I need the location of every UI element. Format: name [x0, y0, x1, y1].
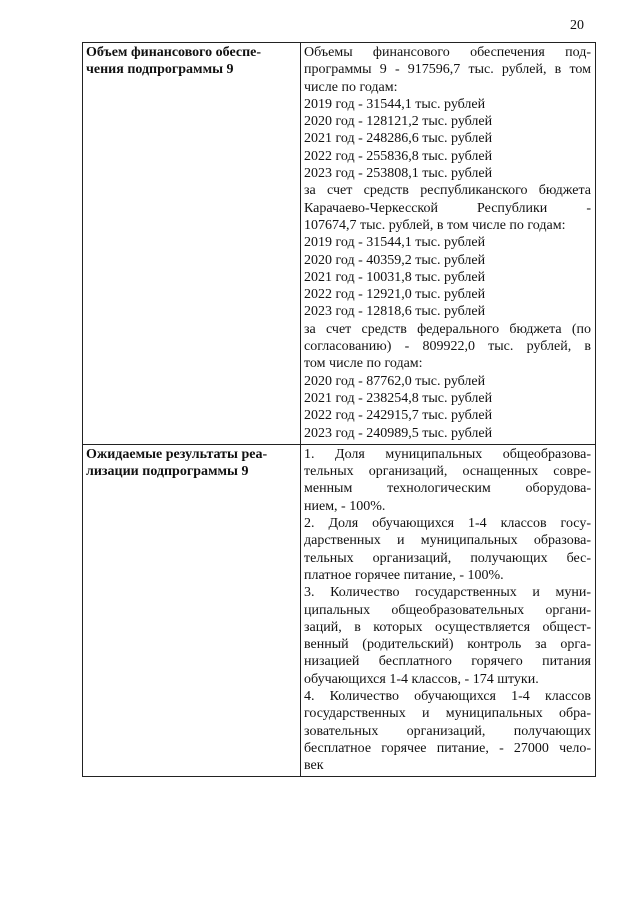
row-value-line: 1. Доля муниципальных общеобразова-	[304, 446, 591, 462]
row-value-line: дарственных и муниципальных образова-	[304, 533, 591, 549]
row-value-line: 2019 год - 31544,1 тыс. рублей	[304, 96, 486, 112]
row-value-line: обучающихся 1-4 классов, - 174 штуки.	[304, 671, 539, 687]
row-value-line: 2020 год - 40359,2 тыс. рублей	[304, 252, 486, 268]
row-value-line: венный (родительский) контроль за орга-	[304, 637, 591, 653]
row-value-line: за счет средств федерального бюджета (по	[304, 321, 591, 337]
row-value-line: 2023 год - 240989,5 тыс. рублей	[304, 425, 493, 441]
row-header-line: Ожидаемые результаты реа-	[86, 446, 268, 462]
row-value-line: 2021 год - 238254,8 тыс. рублей	[304, 390, 493, 406]
row-value-line: 2022 год - 255836,8 тыс. рублей	[304, 148, 493, 164]
row-value-line: тельных организаций, оснащенных совре-	[304, 464, 591, 480]
table-row	[83, 43, 596, 445]
row-value-line: заций, в которых осуществляется общест-	[304, 619, 591, 635]
row-value-cell	[301, 43, 596, 445]
table-row	[83, 444, 596, 777]
row-value-line: 2020 год - 128121,2 тыс. рублей	[304, 114, 493, 130]
row-value-cell	[301, 444, 596, 777]
row-value-line: ципальных общеобразовательных органи-	[304, 602, 591, 618]
row-value-line: 2019 год - 31544,1 тыс. рублей	[304, 235, 486, 251]
page-number: 20	[570, 18, 584, 33]
row-value-line: 2022 год - 242915,7 тыс. рублей	[304, 408, 493, 424]
row-value-line: платное горячее питание, - 100%.	[304, 567, 504, 583]
row-value-line: числе по годам:	[304, 79, 398, 95]
row-header-line: чения подпрограммы 9	[86, 62, 234, 78]
row-value-line: 2020 год - 87762,0 тыс. рублей	[304, 373, 486, 389]
row-value-line: программы 9 - 917596,7 тыс. рублей, в том	[304, 62, 591, 78]
row-value-line: 107674,7 тыс. рублей, в том числе по годам:	[304, 217, 566, 233]
row-value-line: бесплатное горячее питание, - 27000 чело-	[304, 740, 591, 756]
row-header-cell	[83, 43, 301, 445]
row-value-line: за счет средств республиканского бюджета	[304, 183, 591, 199]
row-value-line: тельных организаций, получающих бес-	[304, 550, 591, 566]
row-value-line: низацией бесплатного горячего питания	[304, 654, 591, 670]
row-value-line: 2023 год - 12818,6 тыс. рублей	[304, 304, 486, 320]
row-header-cell	[83, 444, 301, 777]
row-value-line: 4. Количество обучающихся 1-4 классов	[304, 688, 591, 704]
row-value-line: государственных и муниципальных обра-	[304, 706, 591, 722]
row-value-line: 2. Доля обучающихся 1-4 классов госу-	[304, 516, 591, 532]
row-value-line: зовательных организаций, получающих	[304, 723, 591, 739]
row-value-line: Карачаево-Черкесской Республики -	[304, 200, 591, 216]
row-value-line: Объемы финансового обеспечения под-	[304, 45, 591, 60]
row-value-line: век	[304, 758, 324, 774]
row-value-line: 3. Количество государственных и муни-	[304, 585, 591, 601]
row-value-line: менным технологическим оборудова-	[304, 481, 591, 497]
row-value-line: 2023 год - 253808,1 тыс. рублей	[304, 166, 493, 182]
row-value-line: 2021 год - 248286,6 тыс. рублей	[304, 131, 493, 147]
row-value-line: нием, - 100%.	[304, 498, 386, 514]
row-value-line: том числе по годам:	[304, 356, 423, 372]
row-value-line: согласованию) - 809922,0 тыс. рублей, в	[304, 339, 591, 355]
row-header-line: лизации подпрограммы 9	[86, 464, 249, 480]
passport-table	[82, 42, 596, 777]
row-value-line: 2021 год - 10031,8 тыс. рублей	[304, 269, 486, 285]
row-header-line: Объем финансового обеспе-	[86, 45, 262, 60]
row-value-line: 2022 год - 12921,0 тыс. рублей	[304, 287, 486, 303]
